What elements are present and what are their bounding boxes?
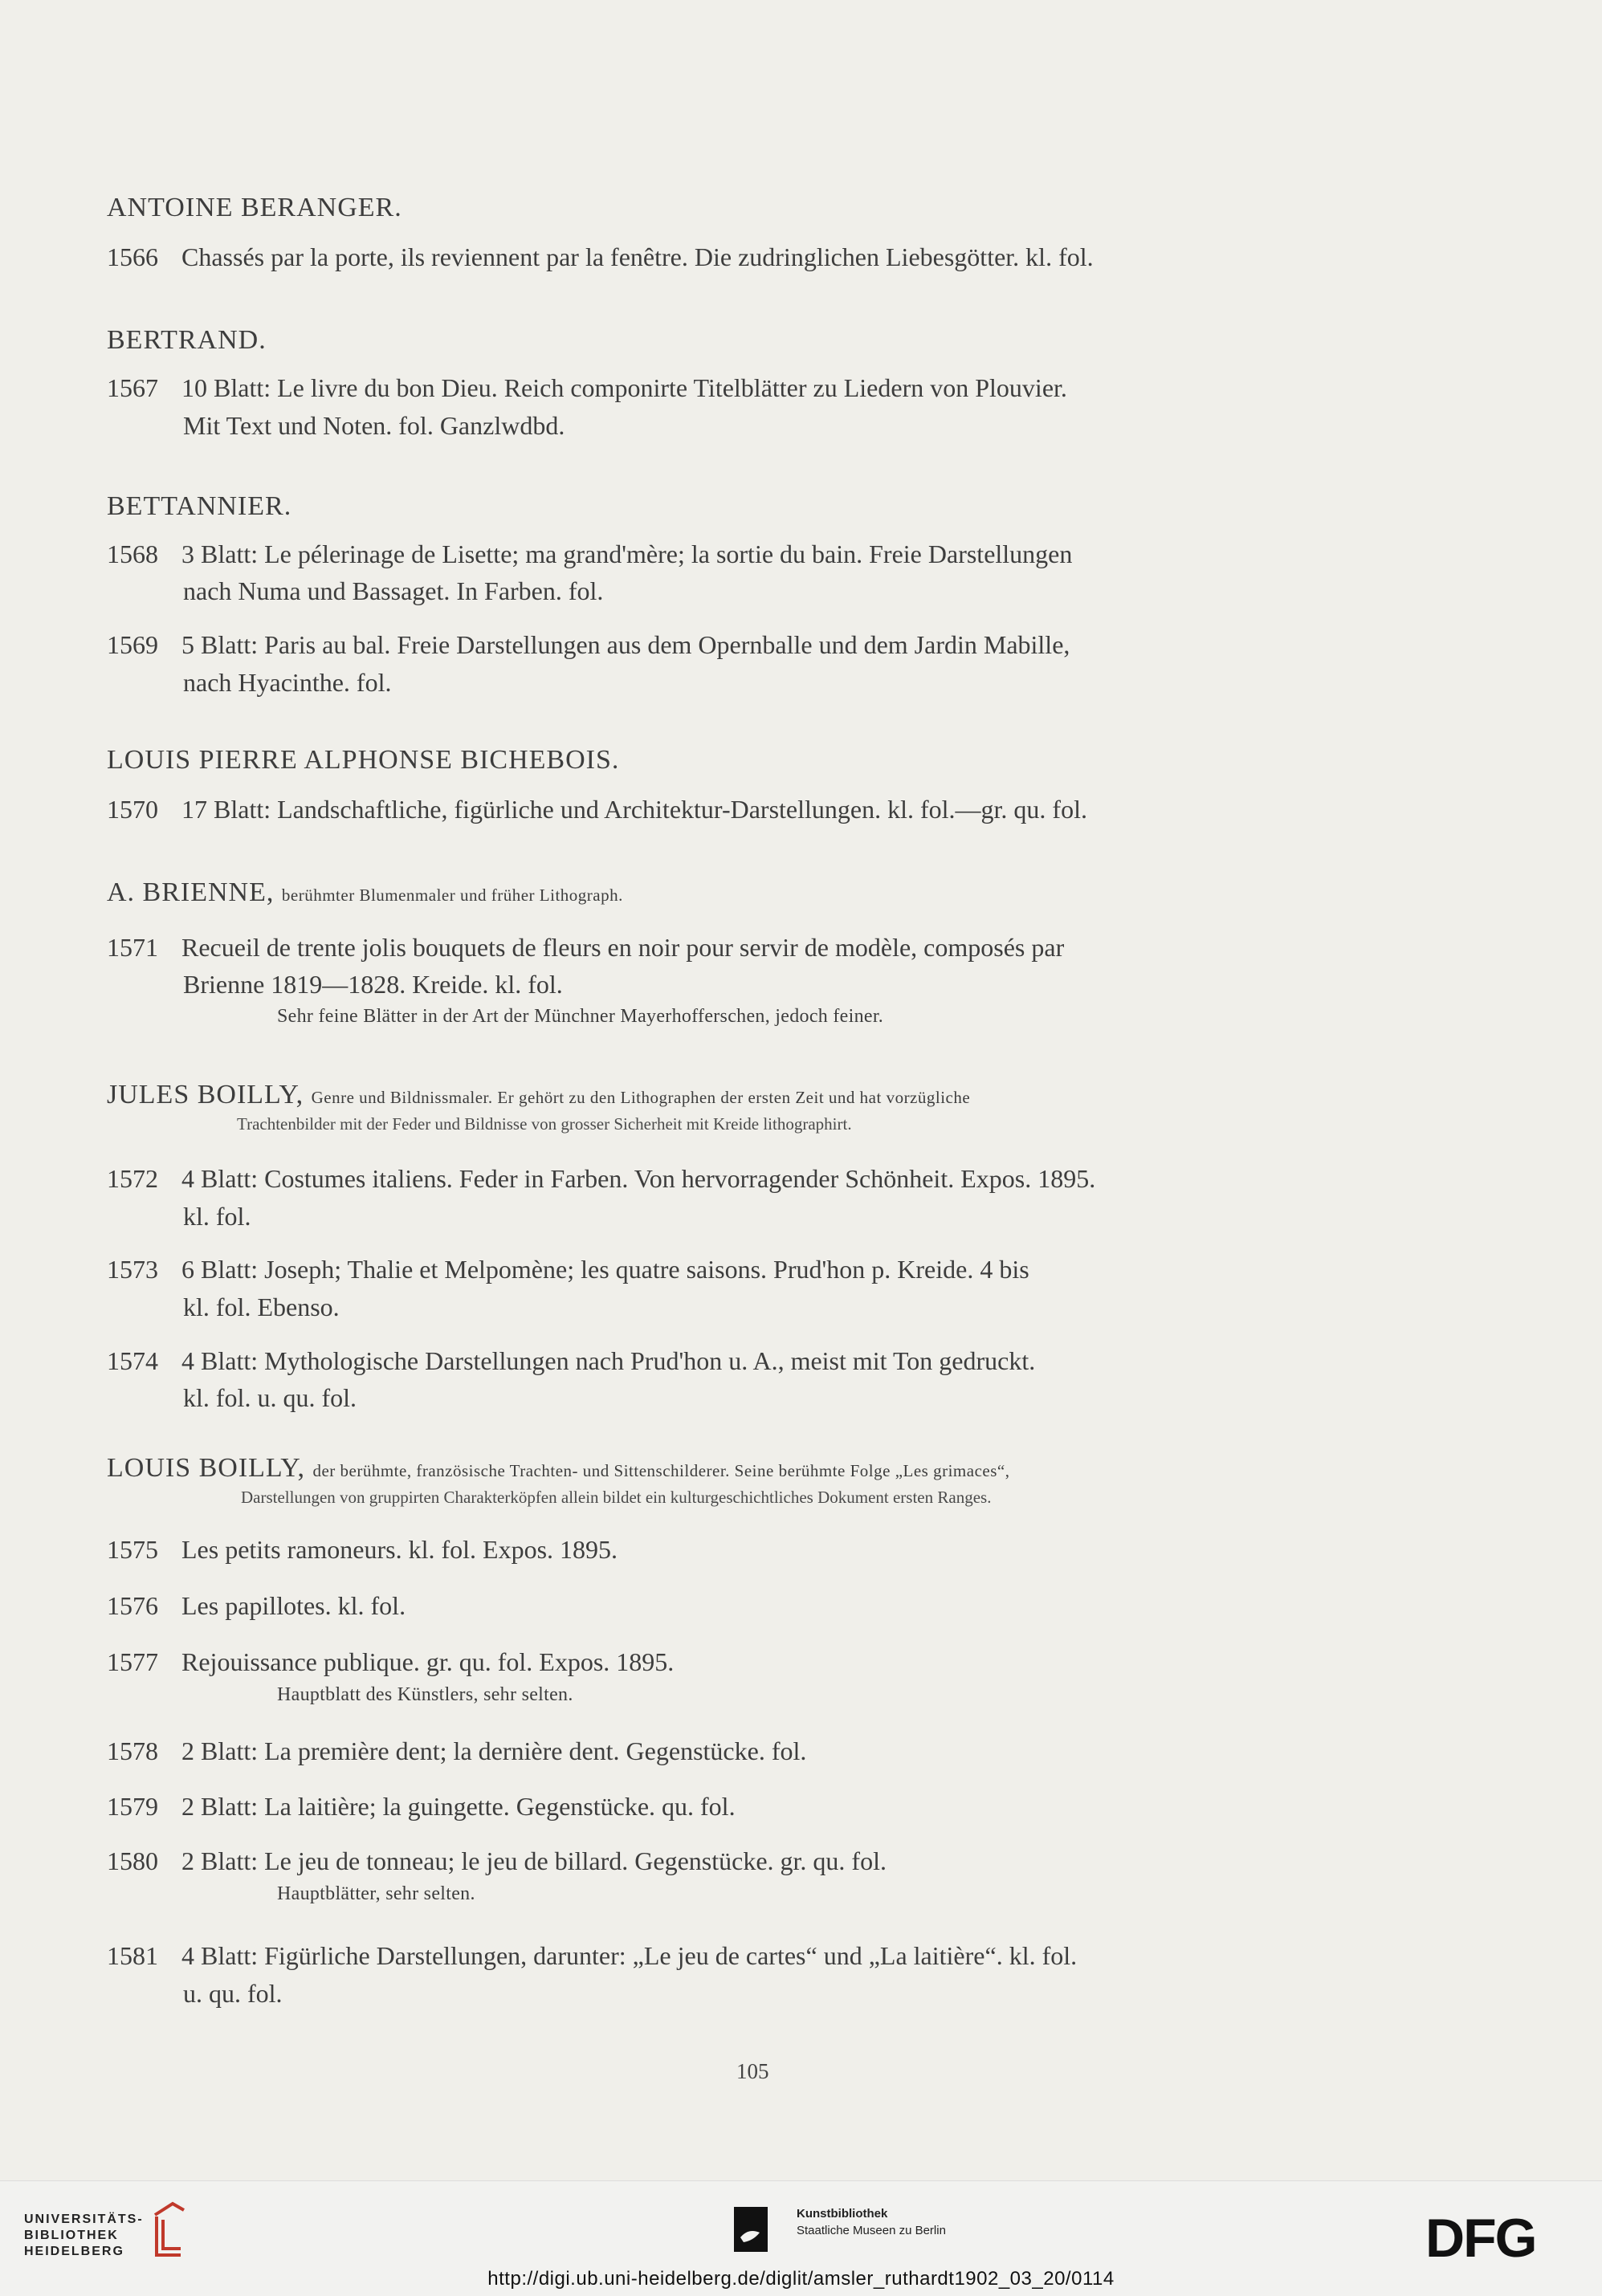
- section-heading-jules-boilly: JULES BOILLY, Genre und Bildnissmaler. Er gehört zu den Lithographen der ersten Zeit und hat vorzügliche: [107, 1080, 971, 1109]
- dfg-logo: DFG: [1425, 2208, 1536, 2269]
- entry-1575: 1575 Les petits ramoneurs. kl. fol. Expos. 1895.: [107, 1535, 618, 1564]
- section-heading-louis-boilly: LOUIS BOILLY, der berühmte, französische Trachten- und Sittenschilderer. Seine berühmte Folge „Les grimaces“,: [107, 1453, 1010, 1483]
- uni-line1: UNIVERSITÄTS-: [24, 2213, 144, 2226]
- viewer-footer: [0, 2180, 1602, 2296]
- entry-1567-line2: Mit Text und Noten. fol. Ganzlwdbd.: [183, 411, 565, 440]
- entry-1577-remark: Hauptblatt des Künstlers, sehr selten.: [277, 1684, 573, 1705]
- section-heading-bertrand: BERTRAND.: [107, 325, 267, 355]
- entry-1578: 1578 2 Blatt: La première dent; la dernière dent. Gegenstücke. fol.: [107, 1736, 807, 1765]
- louis-boilly-note-line2: Darstellungen von gruppirten Charakterköpfen allein bildet ein kulturgeschichtliches Dokument ersten Ranges.: [241, 1488, 992, 1507]
- entry-1569-line2: nach Hyacinthe. fol.: [183, 668, 392, 697]
- entry-1572-line2: kl. fol.: [183, 1202, 251, 1231]
- entry-1570: 1570 17 Blatt: Landschaftliche, figürliche und Architektur-Darstellungen. kl. fol.—gr. qu. fol.: [107, 795, 1087, 824]
- entry-1574-line2: kl. fol. u. qu. fol.: [183, 1383, 357, 1412]
- kunstbibliothek-label: [797, 2205, 946, 2239]
- kb-subtitle: Staatliche Museen zu Berlin: [797, 2224, 946, 2237]
- entry-1580-remark: Hauptblätter, sehr selten.: [277, 1883, 475, 1904]
- kb-title: Kunstbibliothek: [797, 2207, 888, 2221]
- uni-heidelberg-label: [24, 2212, 144, 2260]
- kunstbibliothek-logo-icon: [732, 2205, 769, 2253]
- jules-boilly-note-line2: Trachtenbilder mit der Feder und Bildnisse von grosser Sicherheit mit Kreide lithographirt.: [237, 1114, 852, 1134]
- entry-1568: 1568 3 Blatt: Le pélerinage de Lisette; ma grand'mère; la sortie du bain. Freie Darstellungen: [107, 539, 1073, 568]
- entry-1571-remark: Sehr feine Blätter in der Art der Münchner Mayerhofferschen, jedoch feiner.: [277, 1006, 884, 1027]
- uni-heidelberg-logo-icon: [149, 2199, 189, 2263]
- entry-1567: 1567 10 Blatt: Le livre du bon Dieu. Reich componirte Titelblätter zu Liedern von Plouvier.: [107, 373, 1067, 402]
- entry-1571: 1571 Recueil de trente jolis bouquets de fleurs en noir pour servir de modèle, composés par: [107, 933, 1065, 962]
- section-heading-beranger: ANTOINE BERANGER.: [107, 193, 402, 222]
- entry-1573: 1573 6 Blatt: Joseph; Thalie et Melpomène; les quatre saisons. Prud'hon p. Kreide. 4 bis: [107, 1255, 1029, 1284]
- entry-1580: 1580 2 Blatt: Le jeu de tonneau; le jeu de billard. Gegenstücke. gr. qu. fol.: [107, 1846, 887, 1875]
- entry-1572: 1572 4 Blatt: Costumes italiens. Feder in Farben. Von hervorragender Schönheit. Expos. 1895.: [107, 1164, 1096, 1193]
- entry-1569: 1569 5 Blatt: Paris au bal. Freie Darstellungen aus dem Opernballe und dem Jardin Mabille,: [107, 630, 1070, 659]
- entry-1573-line2: kl. fol. Ebenso.: [183, 1293, 340, 1321]
- entry-1579: 1579 2 Blatt: La laitière; la guingette. Gegenstücke. qu. fol.: [107, 1792, 736, 1821]
- section-heading-bichebois: LOUIS PIERRE ALPHONSE BICHEBOIS.: [107, 745, 620, 775]
- entry-1566: 1566 Chassés par la porte, ils reviennent par la fenêtre. Die zudringlichen Liebesgötter. kl. fol.: [107, 242, 1094, 271]
- entry-1581: 1581 4 Blatt: Figürliche Darstellungen, darunter: „Le jeu de cartes“ und „La laitière“. kl. fol.: [107, 1941, 1078, 1970]
- entry-1568-line2: nach Numa und Bassaget. In Farben. fol.: [183, 576, 604, 605]
- entry-1577: 1577 Rejouissance publique. gr. qu. fol. Expos. 1895.: [107, 1647, 675, 1676]
- entry-1581-line2: u. qu. fol.: [183, 1979, 283, 2008]
- page-number: 105: [736, 2059, 769, 2083]
- entry-1574: 1574 4 Blatt: Mythologische Darstellungen nach Prud'hon u. A., meist mit Ton gedruckt.: [107, 1346, 1036, 1375]
- entry-1576: 1576 Les papillotes. kl. fol.: [107, 1591, 406, 1620]
- uni-line3: HEIDELBERG: [24, 2245, 124, 2258]
- uni-line2: BIBLIOTHEK: [24, 2229, 119, 2242]
- section-heading-brienne: A. BRIENNE, berühmter Blumenmaler und früher Lithograph.: [107, 877, 623, 907]
- permalink-url[interactable]: http://digi.ub.uni-heidelberg.de/diglit/amsler_ruthardt1902_03_20/0114: [487, 2268, 1115, 2290]
- entry-1571-line2: Brienne 1819—1828. Kreide. kl. fol.: [183, 970, 563, 999]
- section-heading-bettannier: BETTANNIER.: [107, 491, 292, 521]
